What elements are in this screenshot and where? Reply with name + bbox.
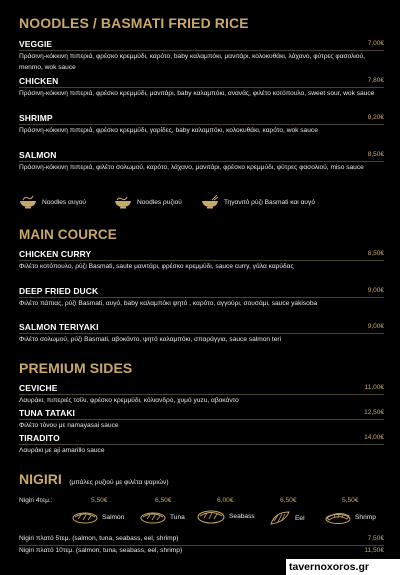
section-title-main: MAIN COURCE (19, 227, 117, 242)
option-egg-noodles (19, 195, 86, 209)
item-name: CHICKEN (19, 76, 59, 86)
fish-eel (269, 510, 305, 526)
item-price: 8,20€ (367, 114, 384, 121)
item-name: TUNA TATAKI (19, 408, 76, 418)
item-description: Φιλέτο τόνου με namayasai sauce (19, 422, 119, 429)
item-description: Πράσινη-κόκκινη πιπεριά, φρέσκο κρεμμύδι, μανιτάρι, baby καλαμπόκι, ανανάς, φιλέτο κοτόπουλο, sweet sour, wok sauce (19, 90, 375, 97)
seabass-nigiri-icon (197, 508, 225, 524)
menu-item (19, 150, 384, 173)
item-name: SALMON TERIYAKI (19, 322, 99, 332)
nigiri-header (19, 471, 169, 489)
nigiri-plate (19, 547, 384, 554)
item-price: 9,00€ (367, 287, 384, 294)
salmon-nigiri-icon (72, 510, 98, 524)
item-description: Φιλέτο πάπιας, ρύζι Basmati, αυγό, baby καλαμπόκι ψητό , καρότο, αγγούρι, σουσάμι, sauce yakisoba (19, 300, 318, 307)
nigiri-plate (19, 535, 384, 542)
menu-item (19, 408, 384, 431)
item-price: 7,80€ (367, 77, 384, 84)
section-title-premium: PREMIUM SIDES (19, 360, 133, 376)
section-title-noodles: NOODLES / BASMATI FRIED RICE (19, 15, 249, 31)
item-price: 7,00€ (367, 40, 384, 47)
rice-bowl-icon (201, 195, 219, 209)
item-name: TIRADITO (19, 433, 60, 443)
fish-label: Shrimp (355, 513, 376, 521)
item-price: 11,00€ (364, 384, 384, 391)
item-description: Πράσινη-κόκκινη πιπεριά, φιλέτο σολωμού, καρότο, λάχανο, μανιτάρι, φρέσκο κρεμμύδι, φύτρες φασολιού, miso sauce (19, 164, 364, 171)
plate-price: 7,50€ (367, 535, 384, 542)
menu-item (19, 383, 384, 406)
item-name: CEVICHE (19, 383, 58, 393)
fish-label: Tuna (170, 513, 185, 521)
item-description: Πράσινη-κόκκινη πιπεριά, φρέσκο κρεμμύδι, καρότο, baby καλαμπόκι, μανιτάρι, κολοκυθάκι, λάχανο, φύτρες φασολιού, menmo, wok sauce (19, 53, 365, 71)
nigiri-price: 6,50€ (155, 497, 172, 504)
option-label: Τηγανιτό ρύζι Basmati και αυγό (224, 198, 315, 206)
eel-nigiri-icon (269, 510, 291, 526)
option-label: Noodles αυγού (42, 198, 87, 206)
item-description: Πράσινη-κόκκινη πιπεριά, φρέσκο κρεμμύδι, γαρίδες, baby καλαμπόκι, κολοκυθάκι, καρότο, wok sauce (19, 127, 318, 134)
menu-item (19, 39, 384, 73)
nigiri-fish-list (72, 510, 384, 526)
plate-label: Nigiri πλατό 10τεμ. (salmon, tuna, seabass, eel, shrimp) (19, 547, 183, 554)
menu-item (19, 433, 384, 456)
fish-tuna (140, 510, 185, 524)
option-rice-noodles (114, 195, 182, 209)
item-price: 14,00€ (364, 434, 384, 441)
item-name: CHICKEN CURRY (19, 249, 92, 259)
shrimp-nigiri-icon (325, 510, 351, 524)
nigiri-price: 5,50€ (342, 497, 359, 504)
menu-item (19, 113, 384, 136)
item-price: 8,50€ (367, 151, 384, 158)
plate-label: Nigiri πλατό 5τεμ. (salmon, tuna, seabass, eel, shrimp) (19, 535, 179, 542)
item-name: DEEP FRIED DUCK (19, 286, 99, 296)
noodle-bowl-icon (19, 195, 37, 209)
noodle-options (19, 195, 384, 211)
option-fried-rice (201, 195, 315, 209)
item-description: Λαυράκι με aji amarillo sauce (19, 447, 105, 454)
nigiri-price: 6,00€ (217, 497, 234, 504)
fish-seabass (197, 508, 255, 524)
section-title-nigiri: NIGIRI (19, 471, 62, 487)
watermark: tavernoxoros.gr (286, 559, 400, 575)
menu-item (19, 322, 384, 345)
tuna-nigiri-icon (140, 510, 166, 524)
item-price: 9,00€ (367, 323, 384, 330)
nigiri-price: 5,50€ (91, 497, 108, 504)
item-name: SHRIMP (19, 113, 53, 123)
fish-label: Salmon (102, 513, 125, 521)
nigiri-subtitle: (μπάλες ρυζιού με φιλέτα ψαριών) (69, 479, 169, 486)
item-price: 8,50€ (367, 250, 384, 257)
menu-item (19, 76, 384, 99)
item-description: Φιλέτο σολωμού, ρύζι Basmati, αβοκάντο, ψητό καλαμπόκι, σπαράγγια, sauce salmon teri (19, 336, 282, 343)
menu-item (19, 249, 384, 272)
menu-item (19, 286, 384, 309)
noodle-bowl-icon (114, 195, 132, 209)
item-name: SALMON (19, 150, 57, 160)
option-label: Noodles ρυζιού (137, 198, 182, 206)
item-description: Φιλέτο κοτόπουλο, ρύζι Basmati, saute μανιτάρι, φρέσκο κρεμμύδι, sauce curry, γάλα καρύδας (19, 263, 294, 270)
fish-shrimp (325, 510, 376, 524)
item-name: VEGGIE (19, 39, 53, 49)
item-price: 12,50€ (364, 409, 384, 416)
nigiri-price: 6,50€ (280, 497, 297, 504)
fish-label: Eel (295, 514, 305, 522)
plate-price: 11,50€ (364, 547, 384, 554)
item-description: Λαυράκι, πιπεριές τσίλι, φρέσκο κρεμμύδι, κόλιανδρο, χυμό yuzu, αβοκάντο (19, 397, 239, 404)
fish-salmon (72, 510, 124, 524)
fish-label: Seabass (229, 512, 255, 520)
nigiri-count-label: Nigiri 4τεμ.: (19, 497, 53, 504)
